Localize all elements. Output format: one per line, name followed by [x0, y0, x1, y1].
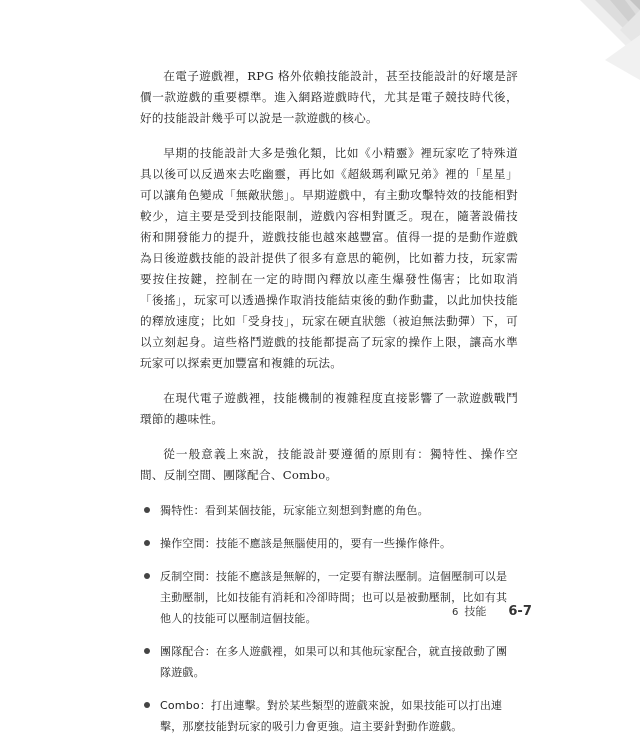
paragraph-intro: 在電子遊戲裡，RPG 格外依賴技能設計，甚至技能設計的好壞是評價一款遊戲的重要標準。進入網路遊戲時代，尤其是電子競技時代後，好的技能設計幾乎可以說是一款遊戲的核心。 [140, 69, 518, 125]
page-footer [452, 603, 532, 619]
bullet-icon [144, 702, 150, 708]
list-item-text: 團隊配合：在多人遊戲裡，如果可以和其他玩家配合，就直接啟動了團隊遊戲。 [160, 645, 508, 679]
chapter-number: 6 [452, 607, 459, 618]
paragraph-principles: 從一般意義上來說，技能設計要遵循的原則有：獨特性、操作空間、反制空間、團隊配合、Combo。 [140, 447, 518, 482]
body-text [140, 66, 518, 749]
bullet-icon [144, 573, 150, 579]
list-item-text: Combo：打出連擊。對於某些類型的遊戲來說，如果技能可以打出連擊，那麼技能對玩家的吸引力會更強。這主要針對動作遊戲。 [160, 699, 503, 733]
bullet-icon [144, 648, 150, 654]
list-item-text: 獨特性：看到某個技能，玩家能立刻想到對應的角色。 [160, 504, 429, 517]
list-item [140, 533, 518, 554]
corner-pattern-decoration [520, 0, 640, 90]
list-item-text: 操作空間：技能不應該是無腦使用的，要有一些操作條件。 [160, 537, 452, 550]
page-number: 6-7 [508, 604, 532, 619]
bullet-icon [144, 507, 150, 513]
list-item [140, 500, 518, 521]
bullet-icon [144, 540, 150, 546]
list-item [140, 641, 518, 683]
list-item [140, 566, 518, 629]
list-item-text: 反制空間：技能不應該是無解的，一定要有辦法壓制。這個壓制可以是主動壓制，比如技能有消耗和冷卻時間；也可以是被動壓制，比如有其他人的技能可以壓制這個技能。 [160, 570, 508, 625]
chapter-title: 技能 [464, 605, 487, 618]
paragraph-modern-skills: 在現代電子遊戲裡，技能機制的複雜程度直接影響了一款遊戲戰鬥環節的趣味性。 [140, 391, 518, 426]
list-item [140, 695, 518, 737]
paragraph-early-skills: 早期的技能設計大多是強化類，比如《小精靈》裡玩家吃了特殊道具以後可以反過來去吃幽靈，再比如《超級瑪利歐兄弟》裡的「星星」可以讓角色變成「無敵狀態」。早期遊戲中，有主動攻擊特效的技能相對較少，這主要是受到技能限制，遊戲內容相對匱乏。現在，隨著設備技術和開發能力的提升，遊戲技能也越來越豐富。值得一提的是動作遊戲為日後遊戲技能的設計提供了很多有意思的範例，比如蓄力技，玩家需要按住按鍵，控制在一定的時間內釋放以產生爆發性傷害；比如取消「後搖」，玩家可以透過操作取消技能結束後的動作動畫，以此加快技能的釋放速度；比如「受身技」，玩家在硬直狀態（被迫無法動彈）下，可以立刻起身。這些格鬥遊戲的技能都提高了玩家的操作上限，讓高水準玩家可以探索更加豐富和複雜的玩法。 [140, 146, 518, 370]
